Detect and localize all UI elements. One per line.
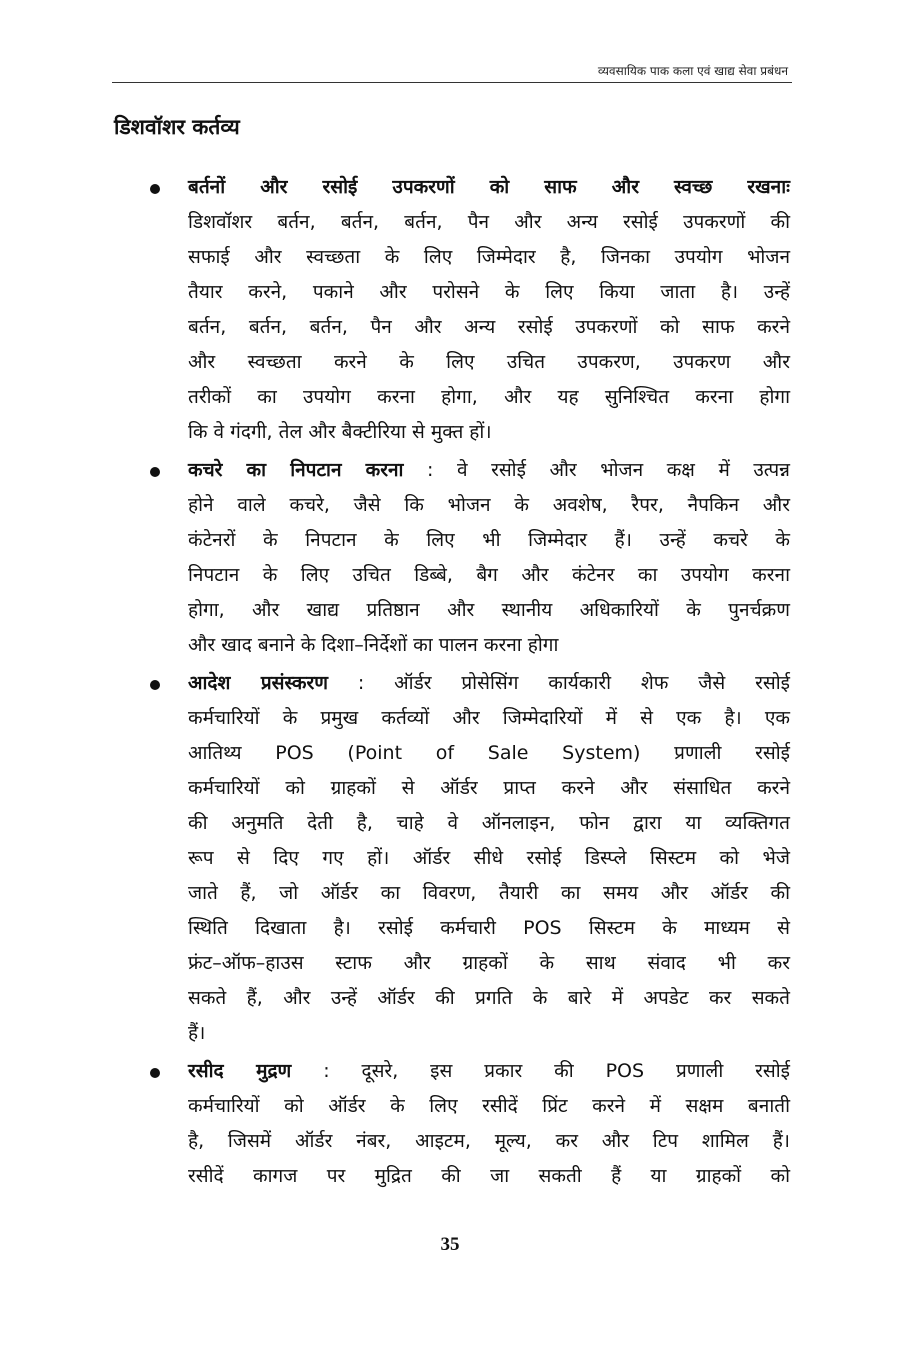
bullet-dot-icon (150, 680, 160, 690)
body-line: कि वे गंदगी, तेल और बैक्टीरिया से मुक्त हों। (188, 421, 492, 443)
body-line: होगा, और खाद्य प्रतिष्ठान और स्थानीय अधिकारियों के पुनर्चक्रण (188, 599, 790, 621)
body-line: तरीकों का उपयोग करना होगा, और यह सुनिश्चित करना होगा (188, 386, 790, 408)
body-line: कर्मचारियों को ऑर्डर के लिए रसीदें प्रिंट करने में सक्षम बनाती (188, 1095, 790, 1117)
bullet-lead: कचरे का निपटान करना (188, 459, 404, 481)
body-line: डिशवॉशर बर्तन, बर्तन, बर्तन, पैन और अन्य रसोई उपकरणों की (188, 211, 790, 233)
body-line: स्थिति दिखाता है। रसोई कर्मचारी POS सिस्टम के माध्यम से (188, 917, 790, 939)
body-line: कंटेनरों के निपटान के लिए भी जिम्मेदार हैं। उन्हें कचरे के (188, 529, 790, 551)
bullet-item-cleaning (148, 170, 790, 450)
page-number: 35 (440, 1234, 460, 1255)
bullet-item-receipt-printing (148, 1054, 790, 1194)
bullet-dot-icon (150, 184, 160, 194)
bullet-lead-line (188, 170, 790, 205)
bullet-dot-icon (150, 1068, 160, 1078)
body-line: होने वाले कचरे, जैसे कि भोजन के अवशेष, रैपर, नैपकिन और (188, 494, 790, 516)
bullet-lead-rest: : दूसरे, इस प्रकार की POS प्रणाली रसोई (291, 1060, 790, 1082)
duties-bullet-list (148, 170, 790, 1197)
body-line: की अनुमति देती है, चाहे वे ऑनलाइन, फोन द्वारा या व्यक्तिगत (188, 812, 790, 834)
body-line: रूप से दिए गए हों। ऑर्डर सीधे रसोई डिस्प्ले सिस्टम को भेजे (188, 847, 790, 869)
body-line: कर्मचारियों के प्रमुख कर्तव्यों और जिम्मेदारियों में से एक है। एक (188, 707, 790, 729)
body-line: फ्रंट–ऑफ–हाउस स्टाफ और ग्राहकों के साथ संवाद भी कर (188, 952, 790, 974)
body-line: सफाई और स्वच्छता के लिए जिम्मेदार है, जिनका उपयोग भोजन (188, 246, 790, 268)
body-line: सकते हैं, और उन्हें ऑर्डर की प्रगति के बारे में अपडेट कर सकते (188, 987, 790, 1009)
body-line: आतिथ्य POS (Point of Sale System) प्रणाली रसोई (188, 742, 790, 764)
bullet-lead-rest: : वे रसोई और भोजन कक्ष में उत्पन्न (403, 459, 790, 481)
body-line: बर्तन, बर्तन, बर्तन, पैन और अन्य रसोई उपकरणों को साफ करने (188, 316, 790, 338)
bullet-lead-line (188, 453, 790, 488)
section-title: डिशवॉशर कर्तव्य (114, 115, 240, 139)
body-line: तैयार करने, पकाने और परोसने के लिए किया जाता है। उन्हें (188, 281, 790, 303)
bullet-lead: बर्तनों और रसोई उपकरणों को साफ और स्वच्छ रखनाः (188, 176, 790, 198)
bullet-lead-line (188, 666, 790, 701)
bullet-lead-rest: : ऑर्डर प्रोसेसिंग कार्यकारी शेफ जैसे रसोई (328, 672, 790, 694)
bullet-lead: आदेश प्रसंस्करण (188, 672, 329, 694)
body-line: है, जिसमें ऑर्डर नंबर, आइटम, मूल्य, कर और टिप शामिल हैं। (188, 1130, 790, 1152)
bullet-lead-line (188, 1054, 790, 1089)
body-line: जाते हैं, जो ऑर्डर का विवरण, तैयारी का समय और ऑर्डर की (188, 882, 790, 904)
body-line: और स्वच्छता करने के लिए उचित उपकरण, उपकरण और (188, 351, 790, 373)
body-line: और खाद बनाने के दिशा–निर्देशों का पालन करना होगा (188, 634, 559, 656)
bullet-item-waste-disposal (148, 453, 790, 663)
bullet-dot-icon (150, 467, 160, 477)
body-line: निपटान के लिए उचित डिब्बे, बैग और कंटेनर का उपयोग करना (188, 564, 790, 586)
header-divider (112, 82, 792, 83)
bullet-lead: रसीद मुद्रण (188, 1060, 292, 1082)
body-line: रसीदें कागज पर मुद्रित की जा सकती हैं या ग्राहकों को (188, 1165, 790, 1187)
body-line: हैं। (188, 1022, 206, 1044)
body-line: कर्मचारियों को ग्राहकों से ऑर्डर प्राप्त करने और संसाधित करने (188, 777, 790, 799)
running-header: व्यवसायिक पाक कला एवं खाद्य सेवा प्रबंधन (597, 64, 788, 78)
bullet-item-order-processing (148, 666, 790, 1051)
